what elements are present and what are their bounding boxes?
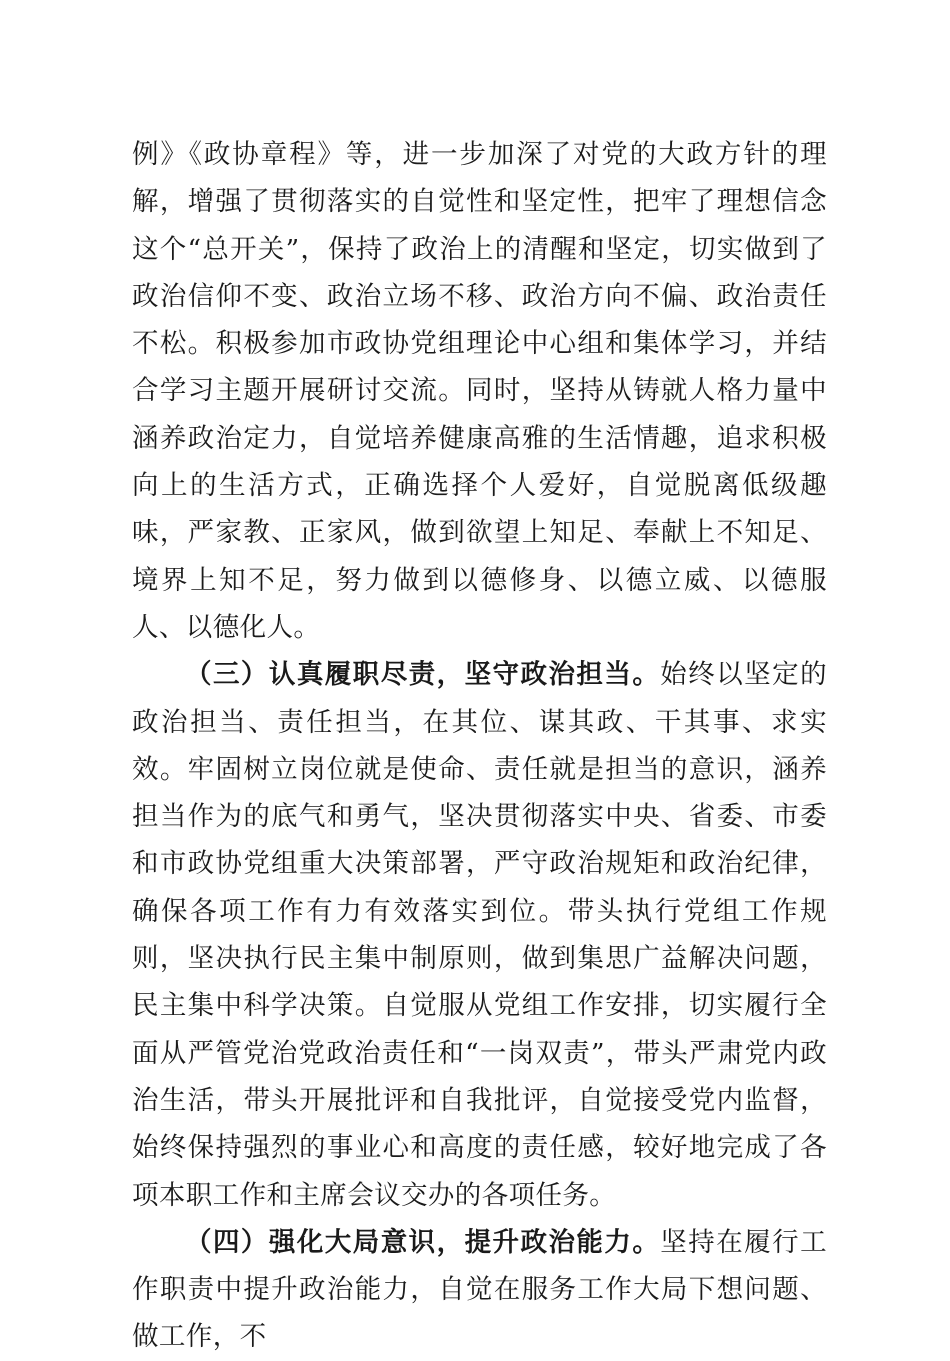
document-body: [132, 131, 827, 1361]
section-heading-3: （三）认真履职尽责，坚守政治担当。: [185, 659, 661, 691]
section-heading-4: （四）强化大局意识，提升政治能力。: [185, 1226, 661, 1258]
paragraph-text: 坚持在履行工作职责中提升政治能力，自觉在服务工作大局下想问题、做工作，不: [132, 1226, 827, 1353]
paragraph-section-3: [132, 651, 827, 1219]
paragraph-continuation: [132, 131, 827, 651]
paragraph-text: 始终以坚定的政治担当、责任担当，在其位、谋其政、干其事、求实效。牢固树立岗位就是使命、责任就是担当的意识，涵养担当作为的底气和勇气，坚决贯彻落实中央、省委、市委和市政协党组重大决策部署，严守政治规矩和政治纪律，确保各项工作有力有效落实到位。带头执行党组工作规则，坚决执行民主集中制原则，做到集思广益解决问题，民主集中科学决策。自觉服从党组工作安排，切实履行全面从严管党治党政治责任和“一岗双责”，带头严肃党内政治生活，带头开展批评和自我批评，自觉接受党内监督，始终保持强烈的事业心和高度的责任感，较好地完成了各项本职工作和主席会议交办的各项任务。: [132, 659, 827, 1211]
paragraph-section-4: [132, 1219, 827, 1361]
paragraph-text: 例》《政协章程》等，进一步加深了对党的大政方针的理解，增强了贯彻落实的自觉性和坚定性，把牢了理想信念这个“总开关”，保持了政治上的清醒和坚定，切实做到了政治信仰不变、政治立场不移、政治方向不偏、政治责任不松。积极参加市政协党组理论中心组和集体学习，并结合学习主题开展研讨交流。同时，坚持从铸就人格力量中涵养政治定力，自觉培养健康高雅的生活情趣，追求积极向上的生活方式，正确选择个人爱好，自觉脱离低级趣味，严家教、正家风，做到欲望上知足、奉献上不知足、境界上知不足，努力做到以德修身、以德立威、以德服人、以德化人。: [132, 139, 827, 643]
